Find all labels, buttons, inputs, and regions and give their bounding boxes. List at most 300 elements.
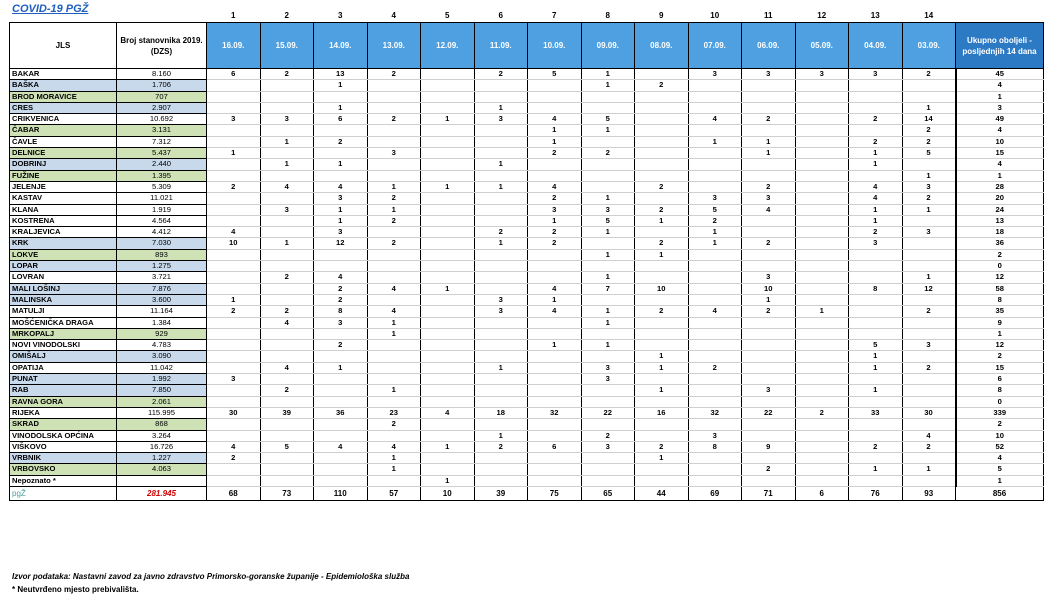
total-cases: 28 bbox=[956, 181, 1044, 192]
daily-case-count: 1 bbox=[581, 249, 635, 260]
daily-case-count bbox=[528, 362, 582, 373]
daily-case-count bbox=[207, 385, 261, 396]
daily-case-count: 1 bbox=[367, 464, 421, 475]
daily-case-count bbox=[688, 261, 742, 272]
daily-case-count bbox=[207, 351, 261, 362]
table-row bbox=[10, 407, 1044, 418]
municipality-name: VINODOLSKA OPĆINA bbox=[10, 430, 117, 441]
daily-case-count bbox=[207, 193, 261, 204]
daily-case-count bbox=[260, 396, 314, 407]
daily-case-count: 2 bbox=[528, 238, 582, 249]
table-row bbox=[10, 148, 1044, 159]
table-row bbox=[10, 362, 1044, 373]
daily-case-count bbox=[367, 430, 421, 441]
daily-case-count bbox=[849, 261, 903, 272]
daily-case-count: 1 bbox=[849, 159, 903, 170]
municipality-name: VRBOVSKO bbox=[10, 464, 117, 475]
table-row bbox=[10, 306, 1044, 317]
daily-case-count bbox=[260, 80, 314, 91]
daily-case-count bbox=[795, 340, 849, 351]
day-number: 9 bbox=[659, 11, 664, 20]
daily-case-count bbox=[688, 340, 742, 351]
daily-case-count: 1 bbox=[581, 317, 635, 328]
header-total: Ukupno oboljeli - posljednjih 14 dana bbox=[956, 23, 1044, 69]
municipality-name: MALINSKA bbox=[10, 294, 117, 305]
daily-case-count bbox=[528, 170, 582, 181]
daily-case-count bbox=[421, 351, 475, 362]
daily-case-count bbox=[688, 249, 742, 260]
population-value: 16.726 bbox=[117, 441, 207, 452]
daily-case-count: 2 bbox=[314, 340, 368, 351]
municipality-name: MRKOPALJ bbox=[10, 328, 117, 339]
daily-case-count bbox=[260, 227, 314, 238]
daily-case-count: 5 bbox=[581, 114, 635, 125]
daily-case-count: 1 bbox=[367, 317, 421, 328]
daily-case-count: 1 bbox=[795, 306, 849, 317]
daily-case-count: 30 bbox=[902, 407, 956, 418]
daily-case-count: 1 bbox=[421, 283, 475, 294]
daily-case-count bbox=[581, 159, 635, 170]
daily-case-count: 2 bbox=[367, 238, 421, 249]
daily-case-count: 4 bbox=[528, 181, 582, 192]
daily-case-count: 3 bbox=[688, 430, 742, 441]
daily-case-count: 2 bbox=[207, 306, 261, 317]
daily-case-count bbox=[421, 419, 475, 430]
population-value: 893 bbox=[117, 249, 207, 260]
daily-case-count bbox=[635, 193, 689, 204]
daily-case-count: 1 bbox=[260, 238, 314, 249]
daily-case-count: 1 bbox=[474, 102, 528, 113]
daily-case-count bbox=[795, 227, 849, 238]
daily-case-count bbox=[528, 328, 582, 339]
daily-case-count: 2 bbox=[849, 136, 903, 147]
daily-case-count bbox=[581, 385, 635, 396]
daily-case-count bbox=[635, 69, 689, 80]
daily-case-count: 2 bbox=[367, 69, 421, 80]
daily-case-count bbox=[795, 215, 849, 226]
total-cases: 20 bbox=[956, 193, 1044, 204]
daily-case-count bbox=[421, 125, 475, 136]
table-row bbox=[10, 441, 1044, 452]
daily-case-count: 2 bbox=[902, 193, 956, 204]
day-number: 3 bbox=[338, 11, 343, 20]
table-row bbox=[10, 125, 1044, 136]
daily-case-count: 3 bbox=[742, 272, 796, 283]
header-row bbox=[10, 23, 1044, 69]
sum-daily: 57 bbox=[367, 486, 421, 500]
daily-case-count: 3 bbox=[207, 374, 261, 385]
day-number-row bbox=[10, 9, 1044, 23]
daily-case-count bbox=[742, 159, 796, 170]
total-cases: 2 bbox=[956, 419, 1044, 430]
daily-case-count: 22 bbox=[742, 407, 796, 418]
daily-case-count bbox=[421, 294, 475, 305]
daily-case-count bbox=[795, 181, 849, 192]
daily-case-count: 1 bbox=[635, 215, 689, 226]
daily-case-count bbox=[474, 283, 528, 294]
daily-case-count bbox=[635, 430, 689, 441]
daily-case-count bbox=[742, 80, 796, 91]
daily-case-count: 2 bbox=[742, 181, 796, 192]
daily-case-count: 3 bbox=[902, 227, 956, 238]
daily-case-count: 5 bbox=[902, 148, 956, 159]
daily-case-count: 1 bbox=[902, 272, 956, 283]
daily-case-count: 1 bbox=[421, 114, 475, 125]
daily-case-count: 1 bbox=[314, 102, 368, 113]
population-value: 3.721 bbox=[117, 272, 207, 283]
daily-case-count: 3 bbox=[742, 69, 796, 80]
blank-cell bbox=[956, 9, 1044, 23]
daily-case-count bbox=[260, 125, 314, 136]
daily-case-count bbox=[260, 340, 314, 351]
daily-case-count: 36 bbox=[314, 407, 368, 418]
daily-case-count: 30 bbox=[207, 407, 261, 418]
daily-case-count bbox=[367, 249, 421, 260]
daily-case-count bbox=[902, 396, 956, 407]
daily-case-count bbox=[474, 475, 528, 486]
daily-case-count: 4 bbox=[849, 193, 903, 204]
daily-case-count bbox=[742, 102, 796, 113]
daily-case-count: 1 bbox=[367, 453, 421, 464]
header-date: 05.09. bbox=[795, 23, 849, 69]
daily-case-count bbox=[421, 148, 475, 159]
daily-case-count bbox=[528, 453, 582, 464]
population-value: 4.783 bbox=[117, 340, 207, 351]
header-jls: JLS bbox=[10, 23, 117, 69]
daily-case-count bbox=[260, 249, 314, 260]
daily-case-count: 8 bbox=[849, 283, 903, 294]
daily-case-count bbox=[581, 238, 635, 249]
daily-case-count bbox=[902, 453, 956, 464]
daily-case-count bbox=[207, 261, 261, 272]
daily-case-count bbox=[795, 374, 849, 385]
daily-case-count bbox=[314, 148, 368, 159]
population-value: 2.440 bbox=[117, 159, 207, 170]
daily-case-count bbox=[314, 374, 368, 385]
daily-case-count bbox=[688, 283, 742, 294]
daily-case-count bbox=[260, 283, 314, 294]
population-value: 4.063 bbox=[117, 464, 207, 475]
daily-case-count bbox=[207, 317, 261, 328]
municipality-name: CRES bbox=[10, 102, 117, 113]
daily-case-count: 2 bbox=[635, 204, 689, 215]
sum-daily: 44 bbox=[635, 486, 689, 500]
daily-case-count bbox=[260, 328, 314, 339]
daily-case-count: 1 bbox=[367, 204, 421, 215]
daily-case-count: 1 bbox=[581, 306, 635, 317]
population-value: 1.275 bbox=[117, 261, 207, 272]
daily-case-count bbox=[902, 475, 956, 486]
daily-case-count bbox=[795, 396, 849, 407]
daily-case-count bbox=[902, 159, 956, 170]
daily-case-count bbox=[795, 351, 849, 362]
population-value: 1.919 bbox=[117, 204, 207, 215]
daily-case-count bbox=[314, 91, 368, 102]
municipality-name: LOVRAN bbox=[10, 272, 117, 283]
daily-case-count: 2 bbox=[314, 294, 368, 305]
daily-case-count bbox=[421, 159, 475, 170]
daily-case-count: 8 bbox=[688, 441, 742, 452]
daily-case-count: 1 bbox=[849, 362, 903, 373]
table-row bbox=[10, 475, 1044, 486]
total-cases: 8 bbox=[956, 385, 1044, 396]
daily-case-count bbox=[260, 294, 314, 305]
population-value: 1.992 bbox=[117, 374, 207, 385]
daily-case-count: 3 bbox=[902, 181, 956, 192]
daily-case-count bbox=[795, 261, 849, 272]
daily-case-count bbox=[314, 464, 368, 475]
blank-cell bbox=[10, 9, 117, 23]
daily-case-count bbox=[260, 351, 314, 362]
daily-case-count bbox=[849, 170, 903, 181]
daily-case-count bbox=[635, 294, 689, 305]
daily-case-count: 2 bbox=[742, 238, 796, 249]
daily-case-count bbox=[260, 430, 314, 441]
daily-case-count: 1 bbox=[528, 125, 582, 136]
covid-table bbox=[9, 9, 1044, 501]
daily-case-count bbox=[795, 249, 849, 260]
daily-case-count: 1 bbox=[635, 249, 689, 260]
daily-case-count: 1 bbox=[474, 430, 528, 441]
municipality-name: LOPAR bbox=[10, 261, 117, 272]
daily-case-count bbox=[207, 249, 261, 260]
daily-case-count: 2 bbox=[581, 148, 635, 159]
daily-case-count bbox=[314, 261, 368, 272]
daily-case-count bbox=[528, 464, 582, 475]
daily-case-count: 2 bbox=[902, 441, 956, 452]
daily-case-count bbox=[849, 453, 903, 464]
daily-case-count: 1 bbox=[849, 351, 903, 362]
daily-case-count bbox=[581, 136, 635, 147]
daily-case-count bbox=[635, 227, 689, 238]
daily-case-count: 2 bbox=[314, 283, 368, 294]
daily-case-count bbox=[849, 430, 903, 441]
table-row bbox=[10, 340, 1044, 351]
daily-case-count bbox=[902, 91, 956, 102]
daily-case-count: 1 bbox=[581, 69, 635, 80]
municipality-name: VIŠKOVO bbox=[10, 441, 117, 452]
municipality-name: DELNICE bbox=[10, 148, 117, 159]
daily-case-count bbox=[421, 464, 475, 475]
daily-case-count bbox=[849, 294, 903, 305]
daily-case-count: 4 bbox=[849, 181, 903, 192]
total-cases: 6 bbox=[956, 374, 1044, 385]
daily-case-count: 4 bbox=[207, 441, 261, 452]
daily-case-count bbox=[528, 317, 582, 328]
daily-case-count: 6 bbox=[207, 69, 261, 80]
sum-row bbox=[10, 486, 1044, 500]
daily-case-count bbox=[207, 362, 261, 373]
daily-case-count: 1 bbox=[688, 238, 742, 249]
daily-case-count bbox=[314, 249, 368, 260]
daily-case-count: 1 bbox=[688, 227, 742, 238]
sum-daily: 110 bbox=[314, 486, 368, 500]
header-date: 03.09. bbox=[902, 23, 956, 69]
daily-case-count: 2 bbox=[474, 227, 528, 238]
municipality-name: JELENJE bbox=[10, 181, 117, 192]
daily-case-count bbox=[367, 227, 421, 238]
daily-case-count bbox=[849, 306, 903, 317]
daily-case-count: 2 bbox=[902, 69, 956, 80]
population-value: 4.564 bbox=[117, 215, 207, 226]
daily-case-count bbox=[688, 385, 742, 396]
daily-case-count bbox=[474, 385, 528, 396]
daily-case-count: 3 bbox=[314, 317, 368, 328]
daily-case-count: 1 bbox=[528, 340, 582, 351]
daily-case-count bbox=[421, 340, 475, 351]
total-cases: 15 bbox=[956, 148, 1044, 159]
daily-case-count: 4 bbox=[367, 283, 421, 294]
daily-case-count: 2 bbox=[528, 227, 582, 238]
daily-case-count bbox=[207, 204, 261, 215]
daily-case-count bbox=[474, 193, 528, 204]
daily-case-count bbox=[795, 419, 849, 430]
daily-case-count bbox=[849, 317, 903, 328]
daily-case-count: 2 bbox=[367, 193, 421, 204]
footnote-unconfirmed: * Neutvrđeno mjesto prebivališta. bbox=[12, 585, 139, 594]
daily-case-count bbox=[314, 453, 368, 464]
daily-case-count bbox=[528, 102, 582, 113]
daily-case-count bbox=[902, 238, 956, 249]
day-number: 12 bbox=[817, 11, 827, 20]
daily-case-count: 2 bbox=[474, 69, 528, 80]
daily-case-count: 2 bbox=[260, 385, 314, 396]
daily-case-count: 2 bbox=[635, 181, 689, 192]
daily-case-count bbox=[688, 181, 742, 192]
table-row bbox=[10, 317, 1044, 328]
daily-case-count bbox=[581, 181, 635, 192]
total-cases: 4 bbox=[956, 453, 1044, 464]
municipality-name: BAKAR bbox=[10, 69, 117, 80]
table-row bbox=[10, 170, 1044, 181]
daily-case-count: 10 bbox=[635, 283, 689, 294]
daily-case-count bbox=[421, 91, 475, 102]
table-row bbox=[10, 261, 1044, 272]
daily-case-count bbox=[849, 272, 903, 283]
municipality-name: KRALJEVICA bbox=[10, 227, 117, 238]
table-row bbox=[10, 136, 1044, 147]
daily-case-count bbox=[421, 238, 475, 249]
population-value: 10.692 bbox=[117, 114, 207, 125]
daily-case-count bbox=[260, 215, 314, 226]
daily-case-count: 3 bbox=[849, 69, 903, 80]
sum-daily: 71 bbox=[742, 486, 796, 500]
daily-case-count: 1 bbox=[474, 181, 528, 192]
day-number: 11 bbox=[764, 11, 773, 20]
daily-case-count bbox=[849, 419, 903, 430]
table-row bbox=[10, 272, 1044, 283]
daily-case-count bbox=[581, 475, 635, 486]
daily-case-count bbox=[635, 464, 689, 475]
daily-case-count bbox=[314, 419, 368, 430]
daily-case-count bbox=[367, 294, 421, 305]
daily-case-count bbox=[260, 475, 314, 486]
daily-case-count: 1 bbox=[260, 159, 314, 170]
total-cases: 45 bbox=[956, 69, 1044, 80]
table-row bbox=[10, 181, 1044, 192]
table-row bbox=[10, 328, 1044, 339]
table-row bbox=[10, 453, 1044, 464]
daily-case-count bbox=[795, 170, 849, 181]
table-row bbox=[10, 91, 1044, 102]
daily-case-count bbox=[581, 419, 635, 430]
daily-case-count: 32 bbox=[688, 407, 742, 418]
municipality-name: PUNAT bbox=[10, 374, 117, 385]
daily-case-count bbox=[742, 430, 796, 441]
daily-case-count: 1 bbox=[207, 294, 261, 305]
daily-case-count bbox=[260, 102, 314, 113]
daily-case-count: 2 bbox=[474, 441, 528, 452]
daily-case-count bbox=[688, 272, 742, 283]
daily-case-count bbox=[742, 340, 796, 351]
daily-case-count bbox=[314, 328, 368, 339]
day-number: 10 bbox=[710, 11, 720, 20]
municipality-name: ČABAR bbox=[10, 125, 117, 136]
daily-case-count: 1 bbox=[474, 159, 528, 170]
municipality-name: RAVNA GORA bbox=[10, 396, 117, 407]
daily-case-count bbox=[742, 351, 796, 362]
daily-case-count bbox=[849, 91, 903, 102]
population-value: 1.395 bbox=[117, 170, 207, 181]
daily-case-count bbox=[849, 125, 903, 136]
daily-case-count bbox=[688, 170, 742, 181]
daily-case-count bbox=[528, 396, 582, 407]
daily-case-count bbox=[795, 80, 849, 91]
header-date: 09.09. bbox=[581, 23, 635, 69]
daily-case-count bbox=[635, 102, 689, 113]
daily-case-count bbox=[635, 261, 689, 272]
daily-case-count: 1 bbox=[581, 272, 635, 283]
daily-case-count bbox=[474, 272, 528, 283]
daily-case-count bbox=[207, 419, 261, 430]
municipality-name: MOŠĆENIČKA DRAGA bbox=[10, 317, 117, 328]
total-cases: 58 bbox=[956, 283, 1044, 294]
daily-case-count: 12 bbox=[314, 238, 368, 249]
daily-case-count bbox=[474, 215, 528, 226]
daily-case-count bbox=[795, 159, 849, 170]
daily-case-count: 3 bbox=[742, 385, 796, 396]
daily-case-count: 16 bbox=[635, 407, 689, 418]
total-cases: 15 bbox=[956, 362, 1044, 373]
daily-case-count bbox=[528, 374, 582, 385]
total-cases: 36 bbox=[956, 238, 1044, 249]
daily-case-count: 12 bbox=[902, 283, 956, 294]
daily-case-count: 1 bbox=[581, 340, 635, 351]
municipality-name: OPATIJA bbox=[10, 362, 117, 373]
daily-case-count bbox=[688, 374, 742, 385]
daily-case-count: 10 bbox=[742, 283, 796, 294]
daily-case-count bbox=[742, 362, 796, 373]
daily-case-count bbox=[367, 91, 421, 102]
daily-case-count bbox=[207, 125, 261, 136]
daily-case-count: 1 bbox=[207, 148, 261, 159]
total-cases: 339 bbox=[956, 407, 1044, 418]
municipality-name: SKRAD bbox=[10, 419, 117, 430]
daily-case-count bbox=[635, 419, 689, 430]
daily-case-count bbox=[528, 475, 582, 486]
daily-case-count bbox=[902, 249, 956, 260]
municipality-name: RAB bbox=[10, 385, 117, 396]
daily-case-count bbox=[795, 453, 849, 464]
population-value: 3.600 bbox=[117, 294, 207, 305]
daily-case-count: 1 bbox=[635, 362, 689, 373]
daily-case-count: 1 bbox=[314, 204, 368, 215]
total-cases: 52 bbox=[956, 441, 1044, 452]
daily-case-count: 2 bbox=[367, 419, 421, 430]
daily-case-count bbox=[742, 261, 796, 272]
daily-case-count bbox=[635, 374, 689, 385]
population-value: 3.264 bbox=[117, 430, 207, 441]
